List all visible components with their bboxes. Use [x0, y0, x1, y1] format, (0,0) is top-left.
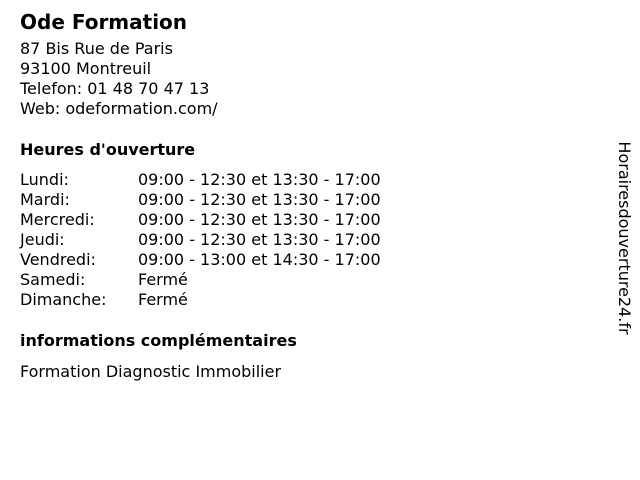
business-name: Ode Formation — [20, 10, 188, 34]
phone-line: Telefon: 01 48 70 47 13 — [20, 79, 210, 98]
hours-row-mardi — [20, 190, 600, 210]
hours-row-vendredi — [20, 250, 600, 270]
hours-time: 09:00 - 12:30 et 13:30 - 17:00 — [138, 170, 381, 189]
hours-day: Lundi: — [20, 170, 69, 189]
hours-row-samedi — [20, 270, 600, 290]
hours-row-mercredi — [20, 210, 600, 230]
hours-time: Fermé — [138, 290, 188, 309]
hours-time: 09:00 - 13:00 et 14:30 - 17:00 — [138, 250, 381, 269]
info-heading: informations complémentaires — [20, 331, 297, 350]
hours-day: Dimanche: — [20, 290, 107, 309]
hours-day: Mercredi: — [20, 210, 95, 229]
address-city: 93100 Montreuil — [20, 59, 152, 78]
web-line: Web: odeformation.com/ — [20, 99, 218, 118]
business-card — [20, 8, 600, 382]
hours-day: Samedi: — [20, 270, 86, 289]
address-street: 87 Bis Rue de Paris — [20, 39, 173, 58]
hours-row-dimanche — [20, 290, 600, 310]
hours-time: 09:00 - 12:30 et 13:30 - 17:00 — [138, 190, 381, 209]
info-text: Formation Diagnostic Immobilier — [20, 362, 282, 381]
hours-table — [20, 170, 600, 310]
hours-time: Fermé — [138, 270, 188, 289]
hours-time: 09:00 - 12:30 et 13:30 - 17:00 — [138, 230, 381, 249]
address-block — [20, 39, 600, 119]
hours-time: 09:00 - 12:30 et 13:30 - 17:00 — [138, 210, 381, 229]
hours-row-lundi — [20, 170, 600, 190]
hours-heading: Heures d'ouverture — [20, 140, 196, 159]
hours-day: Mardi: — [20, 190, 70, 209]
watermark-text: Horairesdouverture24.fr — [615, 141, 634, 335]
hours-day: Jeudi: — [20, 230, 65, 249]
hours-row-jeudi — [20, 230, 600, 250]
hours-day: Vendredi: — [20, 250, 96, 269]
